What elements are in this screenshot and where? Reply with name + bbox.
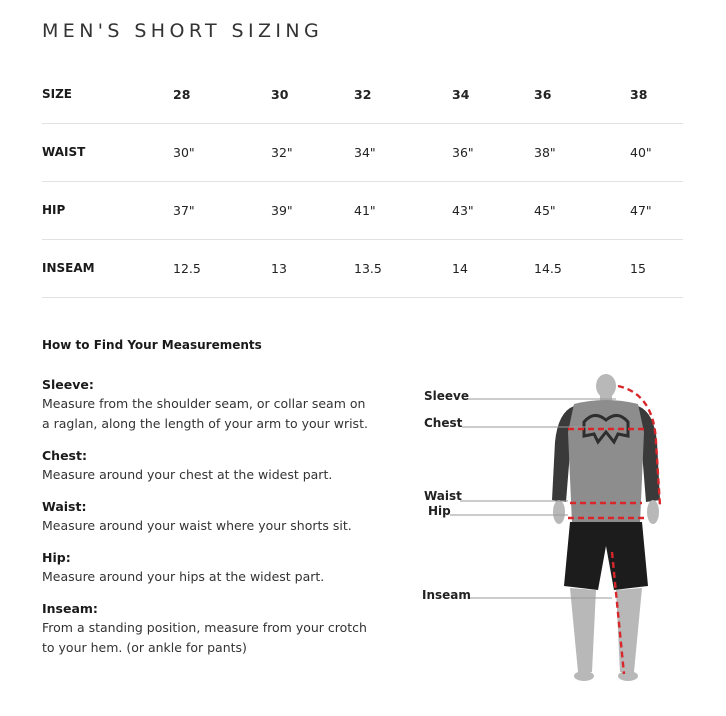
table-cell: 45": [534, 203, 556, 218]
table-cell: 14: [452, 261, 468, 276]
table-cell: 36": [452, 145, 474, 160]
instruction-text: Measure around your waist where your shorts sit.: [42, 518, 352, 533]
table-row-waist: [42, 124, 683, 182]
right-foot: [618, 671, 638, 681]
instruction-hip: [42, 548, 377, 587]
left-hand: [553, 500, 565, 524]
table-cell: 13.5: [354, 261, 382, 276]
measurements-heading: How to Find Your Measurements: [42, 338, 262, 352]
instruction-term: Hip:: [42, 550, 71, 565]
page-title: MEN'S SHORT SIZING: [42, 20, 324, 42]
figure-label-hip: Hip: [428, 504, 451, 518]
instruction-term: Inseam:: [42, 601, 98, 616]
figure-label-sleeve: Sleeve: [424, 389, 469, 403]
table-cell: 43": [452, 203, 474, 218]
figure-label-inseam: Inseam: [422, 588, 471, 602]
table-cell: 37": [173, 203, 195, 218]
table-cell: 34": [354, 145, 376, 160]
table-header-label: SIZE: [42, 87, 73, 101]
measurement-instructions: [42, 375, 377, 670]
table-header-cell: 34: [452, 87, 470, 102]
table-row-inseam: [42, 240, 683, 298]
table-cell: 14.5: [534, 261, 562, 276]
instruction-term: Chest:: [42, 448, 87, 463]
table-cell: 38": [534, 145, 556, 160]
instruction-text: Measure around your chest at the widest part.: [42, 467, 333, 482]
table-cell: 12.5: [173, 261, 201, 276]
instruction-waist: [42, 497, 377, 536]
table-cell: 39": [271, 203, 293, 218]
table-header-cell: 28: [173, 87, 191, 102]
instruction-sleeve: [42, 375, 377, 434]
instruction-text: Measure around your hips at the widest part.: [42, 569, 325, 584]
table-cell: 15: [630, 261, 646, 276]
row-label: WAIST: [42, 145, 86, 159]
row-label: HIP: [42, 203, 66, 217]
measurement-figure: [418, 372, 698, 692]
figure-label-chest: Chest: [424, 416, 463, 430]
table-header-cell: 30: [271, 87, 289, 102]
instruction-inseam: [42, 599, 377, 658]
table-cell: 30": [173, 145, 195, 160]
table-header-cell: 32: [354, 87, 372, 102]
instruction-term: Sleeve:: [42, 377, 94, 392]
left-leg: [570, 588, 596, 672]
size-chart-table: [42, 66, 683, 298]
instruction-text: Measure from the shoulder seam, or collar seam on a raglan, along the length of your arm to your wrist.: [42, 396, 368, 431]
table-cell: 13: [271, 261, 287, 276]
left-foot: [574, 671, 594, 681]
table-cell: 41": [354, 203, 376, 218]
table-cell: 40": [630, 145, 652, 160]
table-header-cell: 36: [534, 87, 552, 102]
table-header-row: [42, 66, 683, 124]
table-cell: 47": [630, 203, 652, 218]
table-cell: 32": [271, 145, 293, 160]
table-row-hip: [42, 182, 683, 240]
row-label: INSEAM: [42, 261, 95, 275]
instruction-term: Waist:: [42, 499, 87, 514]
instruction-chest: [42, 446, 377, 485]
instruction-text: From a standing position, measure from your crotch to your hem. (or ankle for pants): [42, 620, 367, 655]
right-hand: [647, 500, 659, 524]
table-header-cell: 38: [630, 87, 648, 102]
figure-label-waist: Waist: [424, 489, 462, 503]
right-leg: [616, 588, 642, 672]
shorts: [564, 522, 648, 590]
